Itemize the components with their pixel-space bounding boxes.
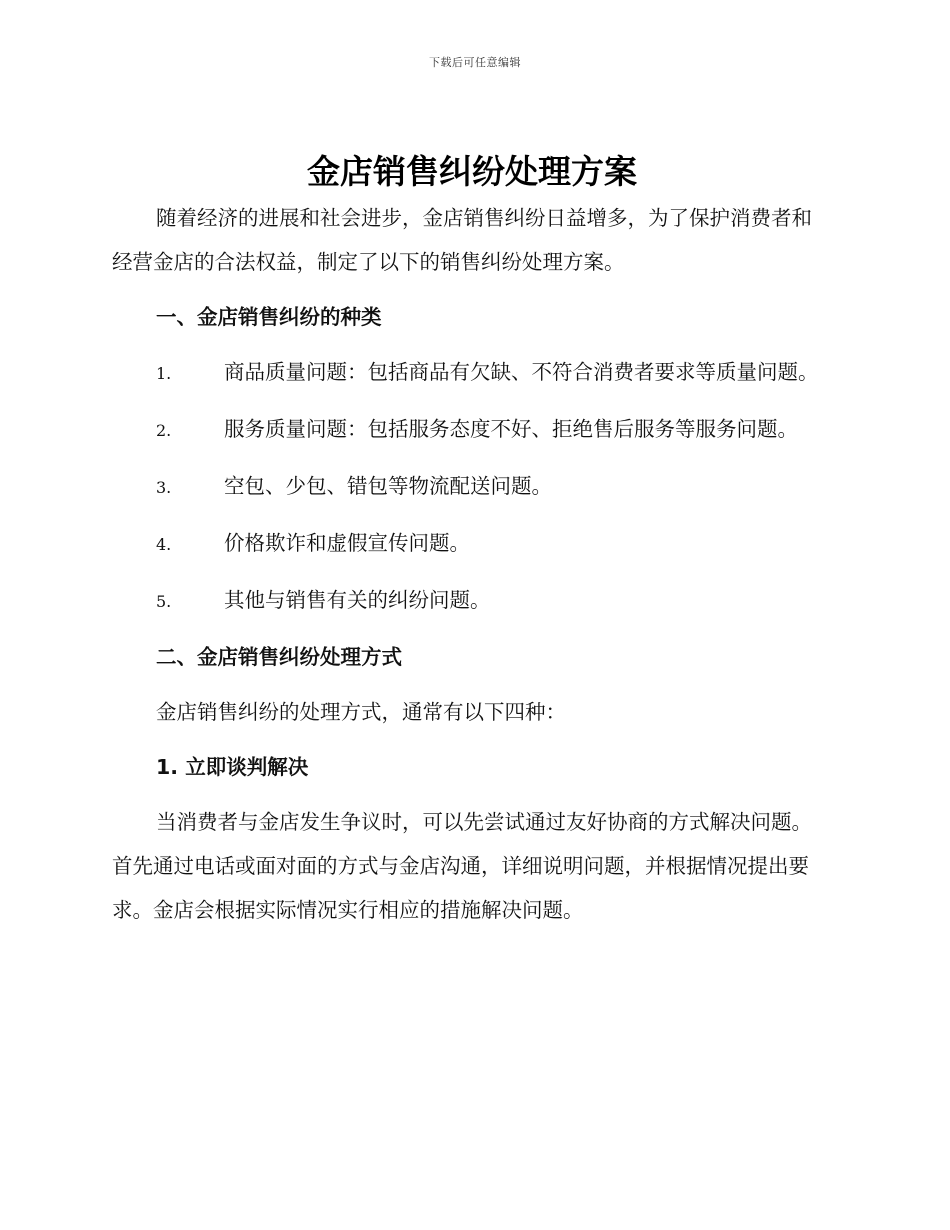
list-text: 价格欺诈和虚假宣传问题。 <box>224 531 470 555</box>
list-item <box>112 350 832 396</box>
list-number: 1. <box>156 364 172 383</box>
document-title: 金店销售纠纷处理方案 <box>307 152 637 191</box>
list-number: 3. <box>156 478 172 497</box>
list-item <box>112 521 832 567</box>
intro-paragraph: 随着经济的进展和社会进步，金店销售纠纷日益增多，为了保护消费者和经营金店的合法权益，制定了以下的销售纠纷处理方案。 <box>112 206 812 274</box>
section-heading-types: 一、金店销售纠纷的种类 <box>156 305 382 329</box>
list-text: 商品质量问题：包括商品有欠缺、不符合消费者要求等质量问题。 <box>224 360 819 384</box>
list-text: 空包、少包、错包等物流配送问题。 <box>224 474 552 498</box>
list-number: 4. <box>156 535 172 554</box>
list-item <box>112 407 832 453</box>
list-text: 服务质量问题：包括服务态度不好、拒绝售后服务等服务问题。 <box>224 417 798 441</box>
subheading-negotiation: 1. 立即谈判解决 <box>156 755 309 779</box>
list-number: 5. <box>156 592 172 611</box>
document-body <box>112 148 832 932</box>
methods-intro: 金店销售纠纷的处理方式，通常有以下四种： <box>156 700 566 724</box>
header-note: 下载后可任意编辑 <box>429 56 521 69</box>
negotiation-paragraph: 当消费者与金店发生争议时，可以先尝试通过友好协商的方式解决问题。首先通过电话或面对面的方式与金店沟通，详细说明问题，并根据情况提出要求。金店会根据实际情况实行相应的措施解决问题。 <box>112 810 812 922</box>
list-text: 其他与销售有关的纠纷问题。 <box>224 588 491 612</box>
list-number: 2. <box>156 421 172 440</box>
list-item <box>112 578 832 624</box>
section-heading-methods: 二、金店销售纠纷处理方式 <box>156 645 402 669</box>
list-item <box>112 464 832 510</box>
